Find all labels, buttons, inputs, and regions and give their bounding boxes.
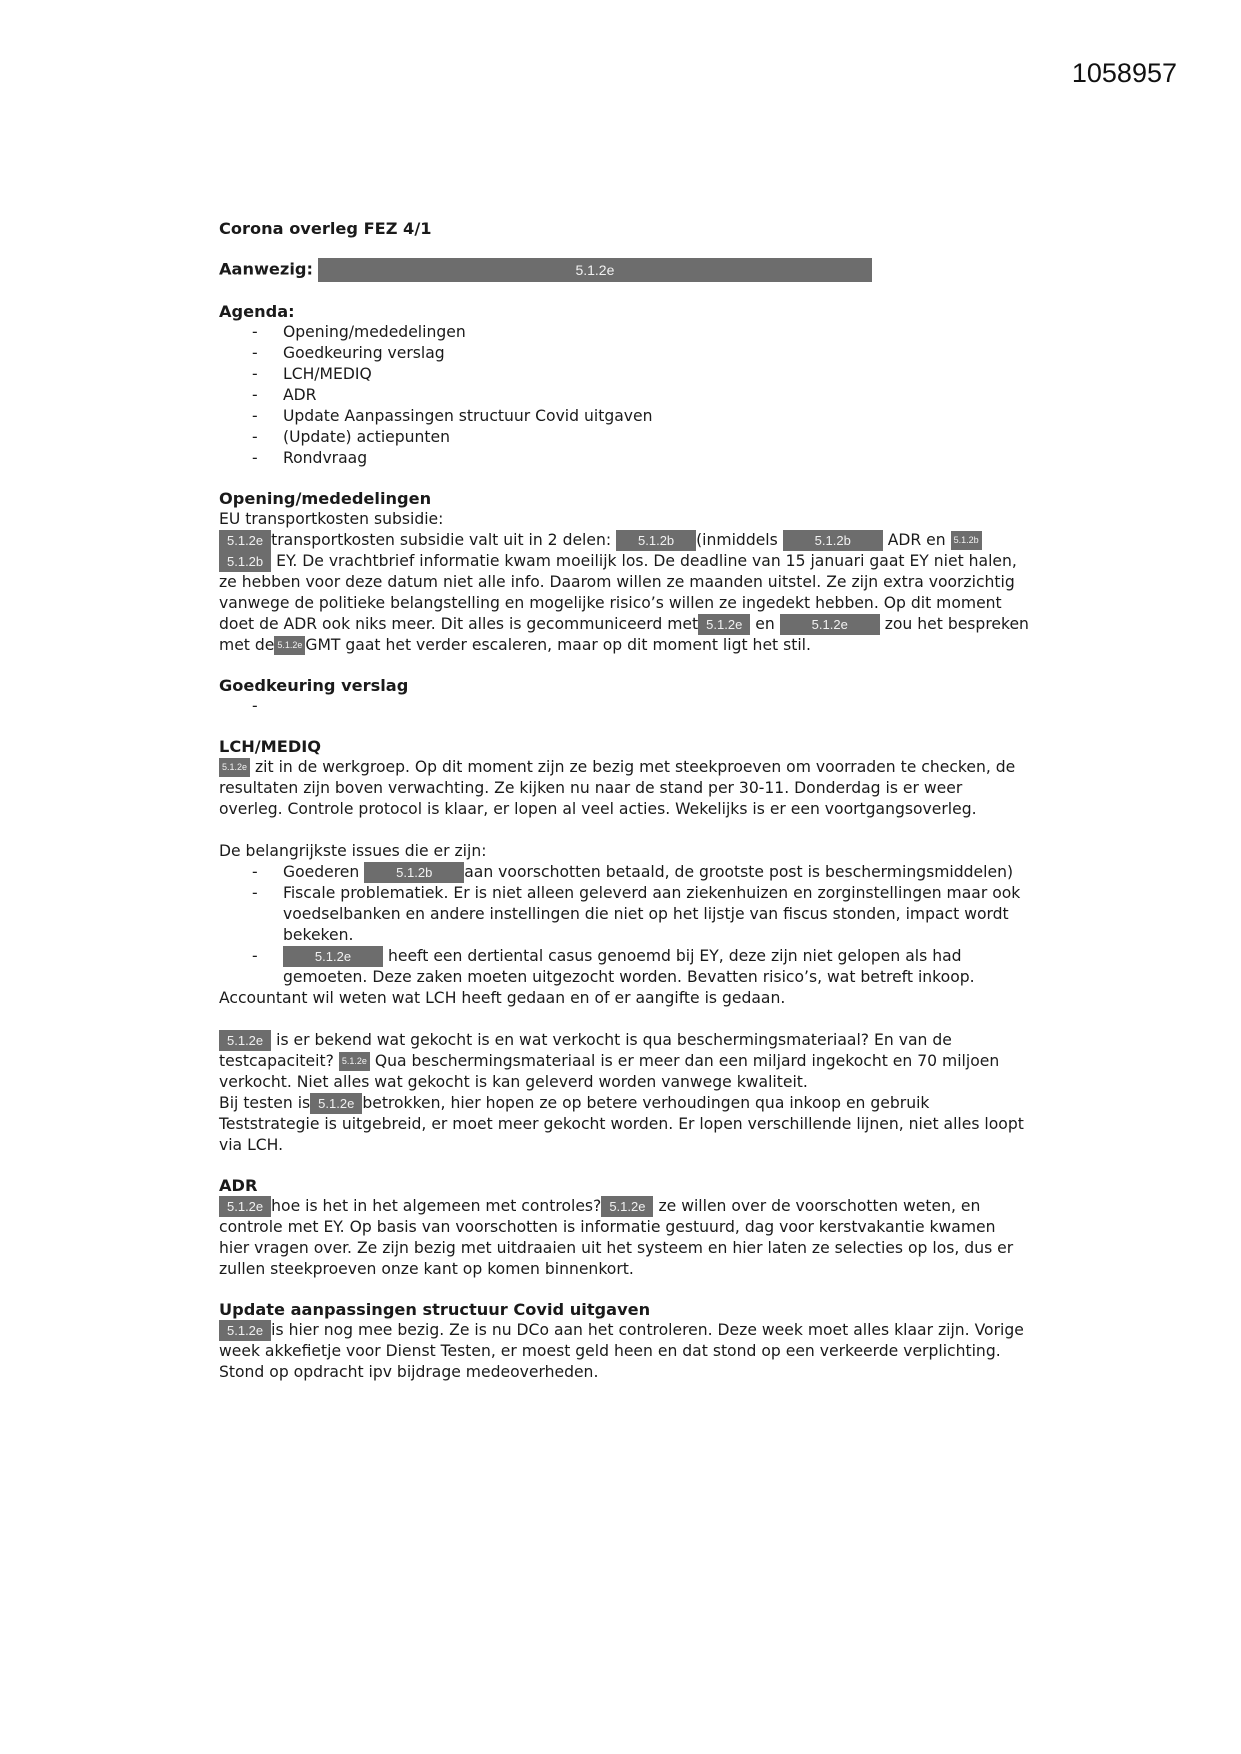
redaction-block: 5.1.2e <box>219 758 250 777</box>
text-run: ze willen over de voorschotten weten, en controle met EY. Op basis van voorschotten is informatie gestuurd, dag voor kerstvakantie kwamen hier vragen over. Ze zijn bezig met uitdraaien uit het systeem en hier laten ze selecties op los, dus er zullen steekproeven onze kant op komen binnenkort. <box>219 1197 1014 1278</box>
redaction-block: 5.1.2b <box>219 551 271 572</box>
agenda-item: - Update Aanpassingen structuur Covid uitgaven <box>219 406 1029 427</box>
text-run: hoe is het in het algemeen met controles? <box>271 1197 602 1215</box>
attendees-label: Aanwezig: <box>219 259 313 279</box>
opening-paragraph <box>219 530 1029 656</box>
redaction-block: 5.1.2e <box>318 258 872 282</box>
text-run: Bij testen is <box>219 1094 311 1112</box>
redaction-block: 5.1.2e <box>601 1196 653 1217</box>
lch-paragraph <box>219 1093 1029 1114</box>
document-body <box>219 218 1029 1383</box>
issues-heading: De belangrijkste issues die er zijn: <box>219 842 487 860</box>
text-run: transportkosten subsidie valt uit in 2 delen: <box>271 531 612 549</box>
redaction-block: 5.1.2e <box>219 1196 271 1217</box>
redaction-block: 5.1.2e <box>698 614 750 635</box>
agenda-item: - ADR <box>219 385 1029 406</box>
agenda-item: - LCH/MEDIQ <box>219 364 1029 385</box>
lch-heading: LCH/MEDIQ <box>219 737 322 756</box>
agenda-item: - Goedkeuring verslag <box>219 343 1029 364</box>
agenda-item: - (Update) actiepunten <box>219 427 1029 448</box>
agenda-list <box>219 322 1029 469</box>
lch-paragraph <box>219 757 1029 820</box>
agenda-heading: Agenda: <box>219 302 295 321</box>
adr-heading: ADR <box>219 1176 258 1195</box>
redaction-block: 5.1.2b <box>783 530 883 551</box>
text-run: is er bekend wat gekocht is en wat verkocht is qua beschermingsmateriaal? En van de testcapaciteit? <box>219 1031 952 1070</box>
redaction-block: 5.1.2e <box>219 1320 271 1341</box>
text-run: GMT gaat het verder escaleren, maar op dit moment ligt het stil. <box>305 636 811 654</box>
text-run: EY. De vrachtbrief informatie kwam moeilijk los. De deadline van 15 januari gaat EY niet halen, ze hebben voor deze datum niet alle info. Daarom willen ze maanden uitstel. Ze zijn extra voorzichtig vanwege de politieke belangstelling en mogelijke risico’s willen ze ingedekt hebben. Op dit moment doet de ADR ook niks meer. Dit alles is gecommuniceerd met <box>219 552 1017 633</box>
opening-heading: Opening/mededelingen <box>219 489 432 508</box>
redaction-block: 5.1.2e <box>219 530 271 551</box>
document-number: 1058957 <box>1071 58 1177 88</box>
lch-paragraph <box>219 1030 1029 1093</box>
text-run: zit in de werkgroep. Op dit moment zijn ze bezig met steekproeven om voorraden te checken, de resultaten zijn boven verwachting. Ze kijken nu naar de stand per 30-11. Donderdag is er weer overleg. Controle protocol is klaar, er lopen al veel acties. Wekelijks is er een voortgangsoverleg. <box>219 758 1016 818</box>
redaction-block: 5.1.2b <box>951 531 982 550</box>
redaction-block: 5.1.2e <box>339 1052 370 1071</box>
text-run: heeft een dertiental casus genoemd bij EY, deze zijn niet gelopen als had gemoeten. Deze zaken moeten uitgezocht worden. Bevatten risico’s, wat betreft inkoop. <box>283 947 975 986</box>
redaction-block: 5.1.2b <box>616 530 696 551</box>
adr-section <box>219 1175 1029 1280</box>
issues-list <box>219 862 1029 988</box>
opening-subheading: EU transportkosten subsidie: <box>219 510 444 528</box>
text-run: en <box>755 615 775 633</box>
update-section <box>219 1299 1029 1383</box>
lch-paragraph: Accountant wil weten wat LCH heeft gedaan en of er aangifte is gedaan. <box>219 989 786 1007</box>
text-run: (inmiddels <box>696 531 778 549</box>
approval-heading: Goedkeuring verslag <box>219 676 409 695</box>
text-run: ADR en <box>887 531 946 549</box>
update-paragraph <box>219 1320 1029 1383</box>
text-run: zou het bespreken met de <box>219 615 1029 654</box>
opening-section <box>219 488 1029 656</box>
adr-paragraph <box>219 1196 1029 1280</box>
issue-item <box>219 862 1029 883</box>
redaction-block: 5.1.2e <box>780 614 880 635</box>
agenda-item: - Rondvraag <box>219 448 1029 469</box>
text-run: is hier nog mee bezig. Ze is nu DCo aan het controleren. Deze week moet alles klaar zijn. Vorige week akkefietje voor Dienst Testen, er moest geld heen en dat stond op een verkeerde verplichting. Stond op opdracht ipv bijdrage medeoverheden. <box>219 1321 1024 1381</box>
text-run: Goederen <box>283 863 360 881</box>
agenda-item: - Opening/mededelingen <box>219 322 1029 343</box>
approval-section <box>219 675 1029 717</box>
document-title: Corona overleg FEZ 4/1 <box>219 219 432 238</box>
redaction-block: 5.1.2b <box>364 862 464 883</box>
text-run: aan voorschotten betaald, de grootste post is beschermingsmiddelen) <box>464 863 1014 881</box>
redaction-block: 5.1.2e <box>219 1030 271 1051</box>
update-heading: Update aanpassingen structuur Covid uitgaven <box>219 1300 651 1319</box>
lch-paragraph: Teststrategie is uitgebreid, er moet meer gekocht worden. Er lopen verschillende lijnen, niet alles loopt via LCH. <box>219 1115 1024 1154</box>
lch-section <box>219 736 1029 1156</box>
attendees-line <box>219 258 1029 282</box>
approval-item: - <box>252 697 258 715</box>
issue-item <box>219 946 1029 988</box>
text-run: betrokken, hier hopen ze op betere verhoudingen qua inkoop en gebruik <box>362 1094 930 1112</box>
text-run: Qua beschermingsmateriaal is er meer dan een miljard ingekocht en 70 miljoen verkocht. Niet alles wat gekocht is kan geleverd worden vanwege kwaliteit. <box>219 1052 1000 1091</box>
agenda-section <box>219 301 1029 469</box>
redaction-block: 5.1.2e <box>283 946 383 967</box>
redaction-block: 5.1.2e <box>274 636 305 655</box>
redaction-block: 5.1.2e <box>310 1093 362 1114</box>
issue-item: - Fiscale problematiek. Er is niet alleen geleverd aan ziekenhuizen en zorginstellingen maar ook voedselbanken en andere instellingen die niet op het lijstje van fiscus stonden, impact wordt bekeken. <box>219 883 1029 946</box>
